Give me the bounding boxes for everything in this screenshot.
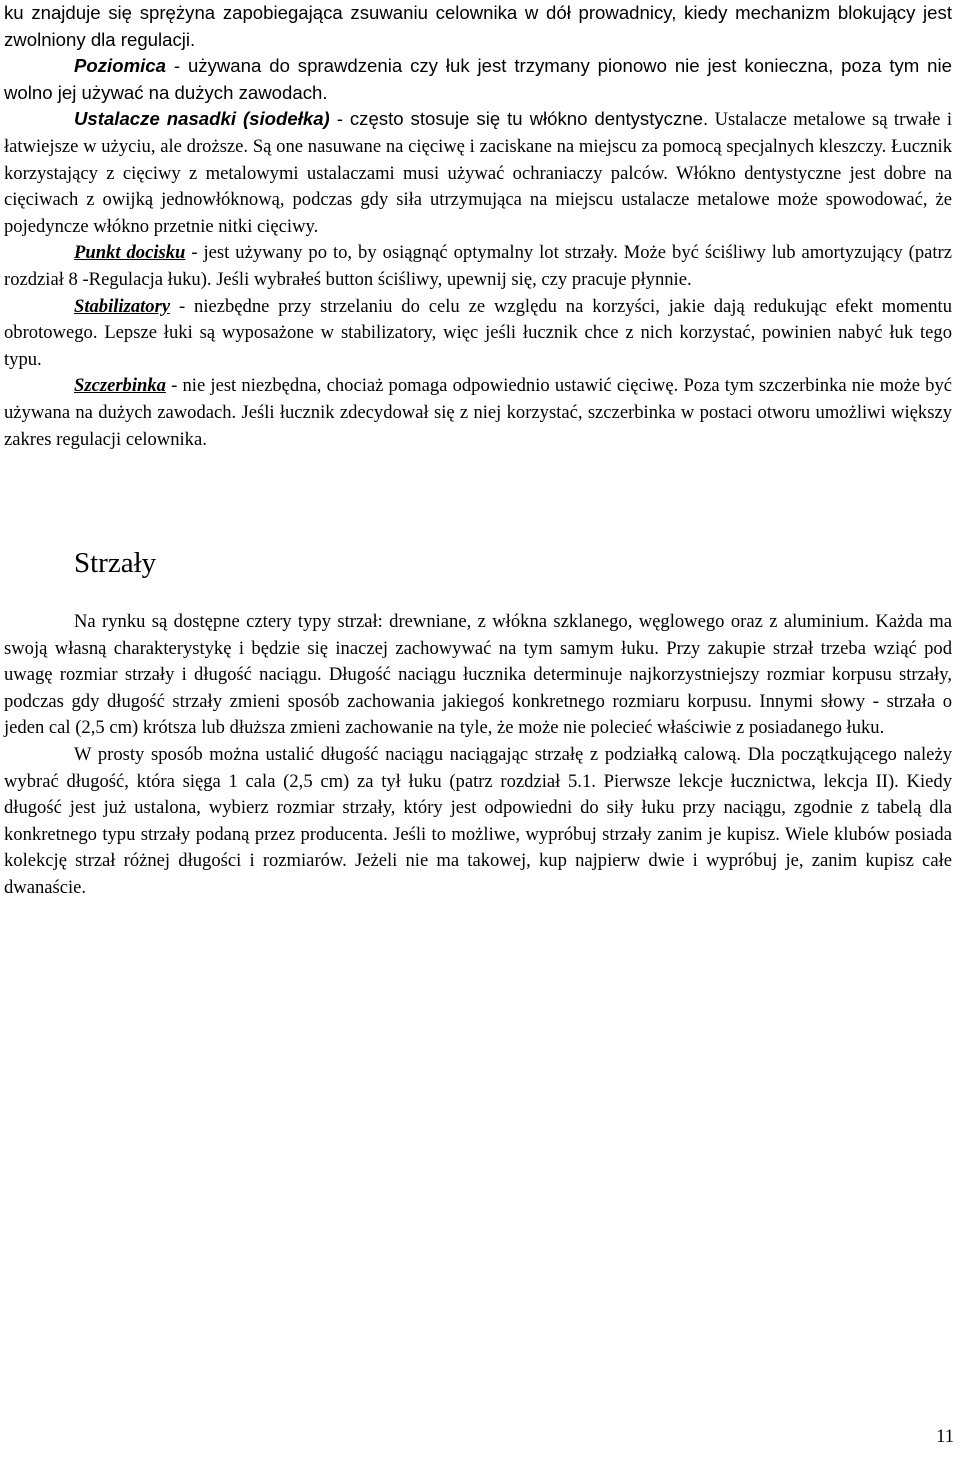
section-heading: Strzały [74,547,157,579]
paragraph-sight-spring [4,0,952,53]
paragraph-text: Na rynku są dostępne cztery typy strzał: drewniane, z włókna szklanego, węglowego oraz z aluminium. Każda ma swoją własną charakterystykę i będzie się inaczej zachowywać na tym samym łuku. Przy zakupie strzał trzeba wziąć pod uwagę rozmiar strzały i długość naciągu. Długość naciągu łucznika determinuje najkorzystniejszy rozmiar korpusu strzały, podczas gdy długość strzały zmieni sposób zachowania jakiegoś konkretnego rozmiaru korpusu. Innymi słowy - strzała o jeden cal (2,5 cm) krótsza lub dłuższa zmieni zachowanie na tyle, że może nie polecieć właściwie z posiadanego łuku. [4,611,952,739]
paragraph-level [4,53,952,106]
paragraph-text: - jest używany po to, by osiągnąć optymalny lot strzały. Może być ściśliwy lub amortyzujący (patrz rozdział 8 -Regulacja łuku). Jeśli wybrałeś button ściśliwy, upewnij się, czy pracuje płynnie. [4,242,952,290]
paragraph-text-sans: - często stosuje się tu włókno dentystyczne. [329,108,709,130]
document-body [4,0,952,453]
arrows-section-body [4,609,952,902]
paragraph-stabilizers [4,294,952,374]
paragraph-peep-sight [4,373,952,453]
paragraph-text: ku znajduje się sprężyna zapobiegająca zsuwaniu celownika w dół prowadnicy, kiedy mechanizm blokujący jest zwolniony dla regulacji. [4,2,952,50]
term-poziomica: Poziomica [74,55,166,77]
page-number: 11 [936,1426,954,1447]
paragraph-nock-locators [4,106,952,240]
term-stabilizatory: Stabilizatory [74,295,171,317]
term-punkt-docisku: Punkt docisku [74,242,186,264]
paragraph-text-serif: Ustalacze metalowe są trwałe i łatwiejsze w użyciu, ale droższe. Są one nasuwane na cięciwę i zaciskane na miejscu za pomocą specjalnych kleszczy. Łucznik korzystający z cięciwy z metalowymi ustalaczami musi używać ochraniaczy palców. Włókno dentystyczne jest dobre na cięciwach z owijką jednowłóknową, podczas gdy siła utrzymująca na miejscu ustalacze metalowe może spowodować, że pojedyncze włókno przetnie nitki cięciwy. [4,109,952,237]
paragraph-pressure-point [4,240,952,293]
paragraph-draw-length [4,742,952,902]
paragraph-text: - niezbędne przy strzelaniu do celu ze względu na korzyści, jakie dają redukując efekt momentu obrotowego. Lepsze łuki są wyposażone w stabilizatory, więc jeśli łucznik chce z nich korzystać, powinien nabyć łuk tego typu. [4,295,952,370]
paragraph-text: - nie jest niezbędna, chociaż pomaga odpowiednio ustawić cięciwę. Poza tym szczerbinka nie może być używana na dużych zawodach. Jeśli łucznik zdecydował się z niej korzystać, szczerbinka w postaci otworu umożliwi większy zakres regulacji celownika. [4,375,952,450]
paragraph-arrow-types [4,609,952,742]
term-szczerbinka: Szczerbinka [74,375,166,397]
paragraph-text: - używana do sprawdzenia czy łuk jest trzymany pionowo nie jest konieczna, poza tym nie wolno jej używać na dużych zawodach. [4,55,952,103]
term-ustalacze: Ustalacze nasadki (siodełka) [74,108,330,130]
paragraph-text: W prosty sposób można ustalić długość naciągu naciągając strzałę z podziałką calową. Dla początkującego należy wybrać długość, która sięga 1 cala (2,5 cm) za tył łuku (patrz rozdział 5.1. Pierwsze lekcje łucznictwa, lekcja II). Kiedy długość jest już ustalona, wybierz rozmiar strzały, który jest odpowiedni do siły łuku przy naciągu, zgodnie z tabelą dla konkretnego typu strzały podaną przez producenta. Jeśli to możliwe, wypróbuj strzały zanim je kupisz. Wiele klubów posiada kolekcję strzał różnej długości i rozmiarów. Jeżeli nie ma takowej, kup najpierw dwie i wypróbuj je, zanim kupisz całe dwanaście. [4,743,952,898]
